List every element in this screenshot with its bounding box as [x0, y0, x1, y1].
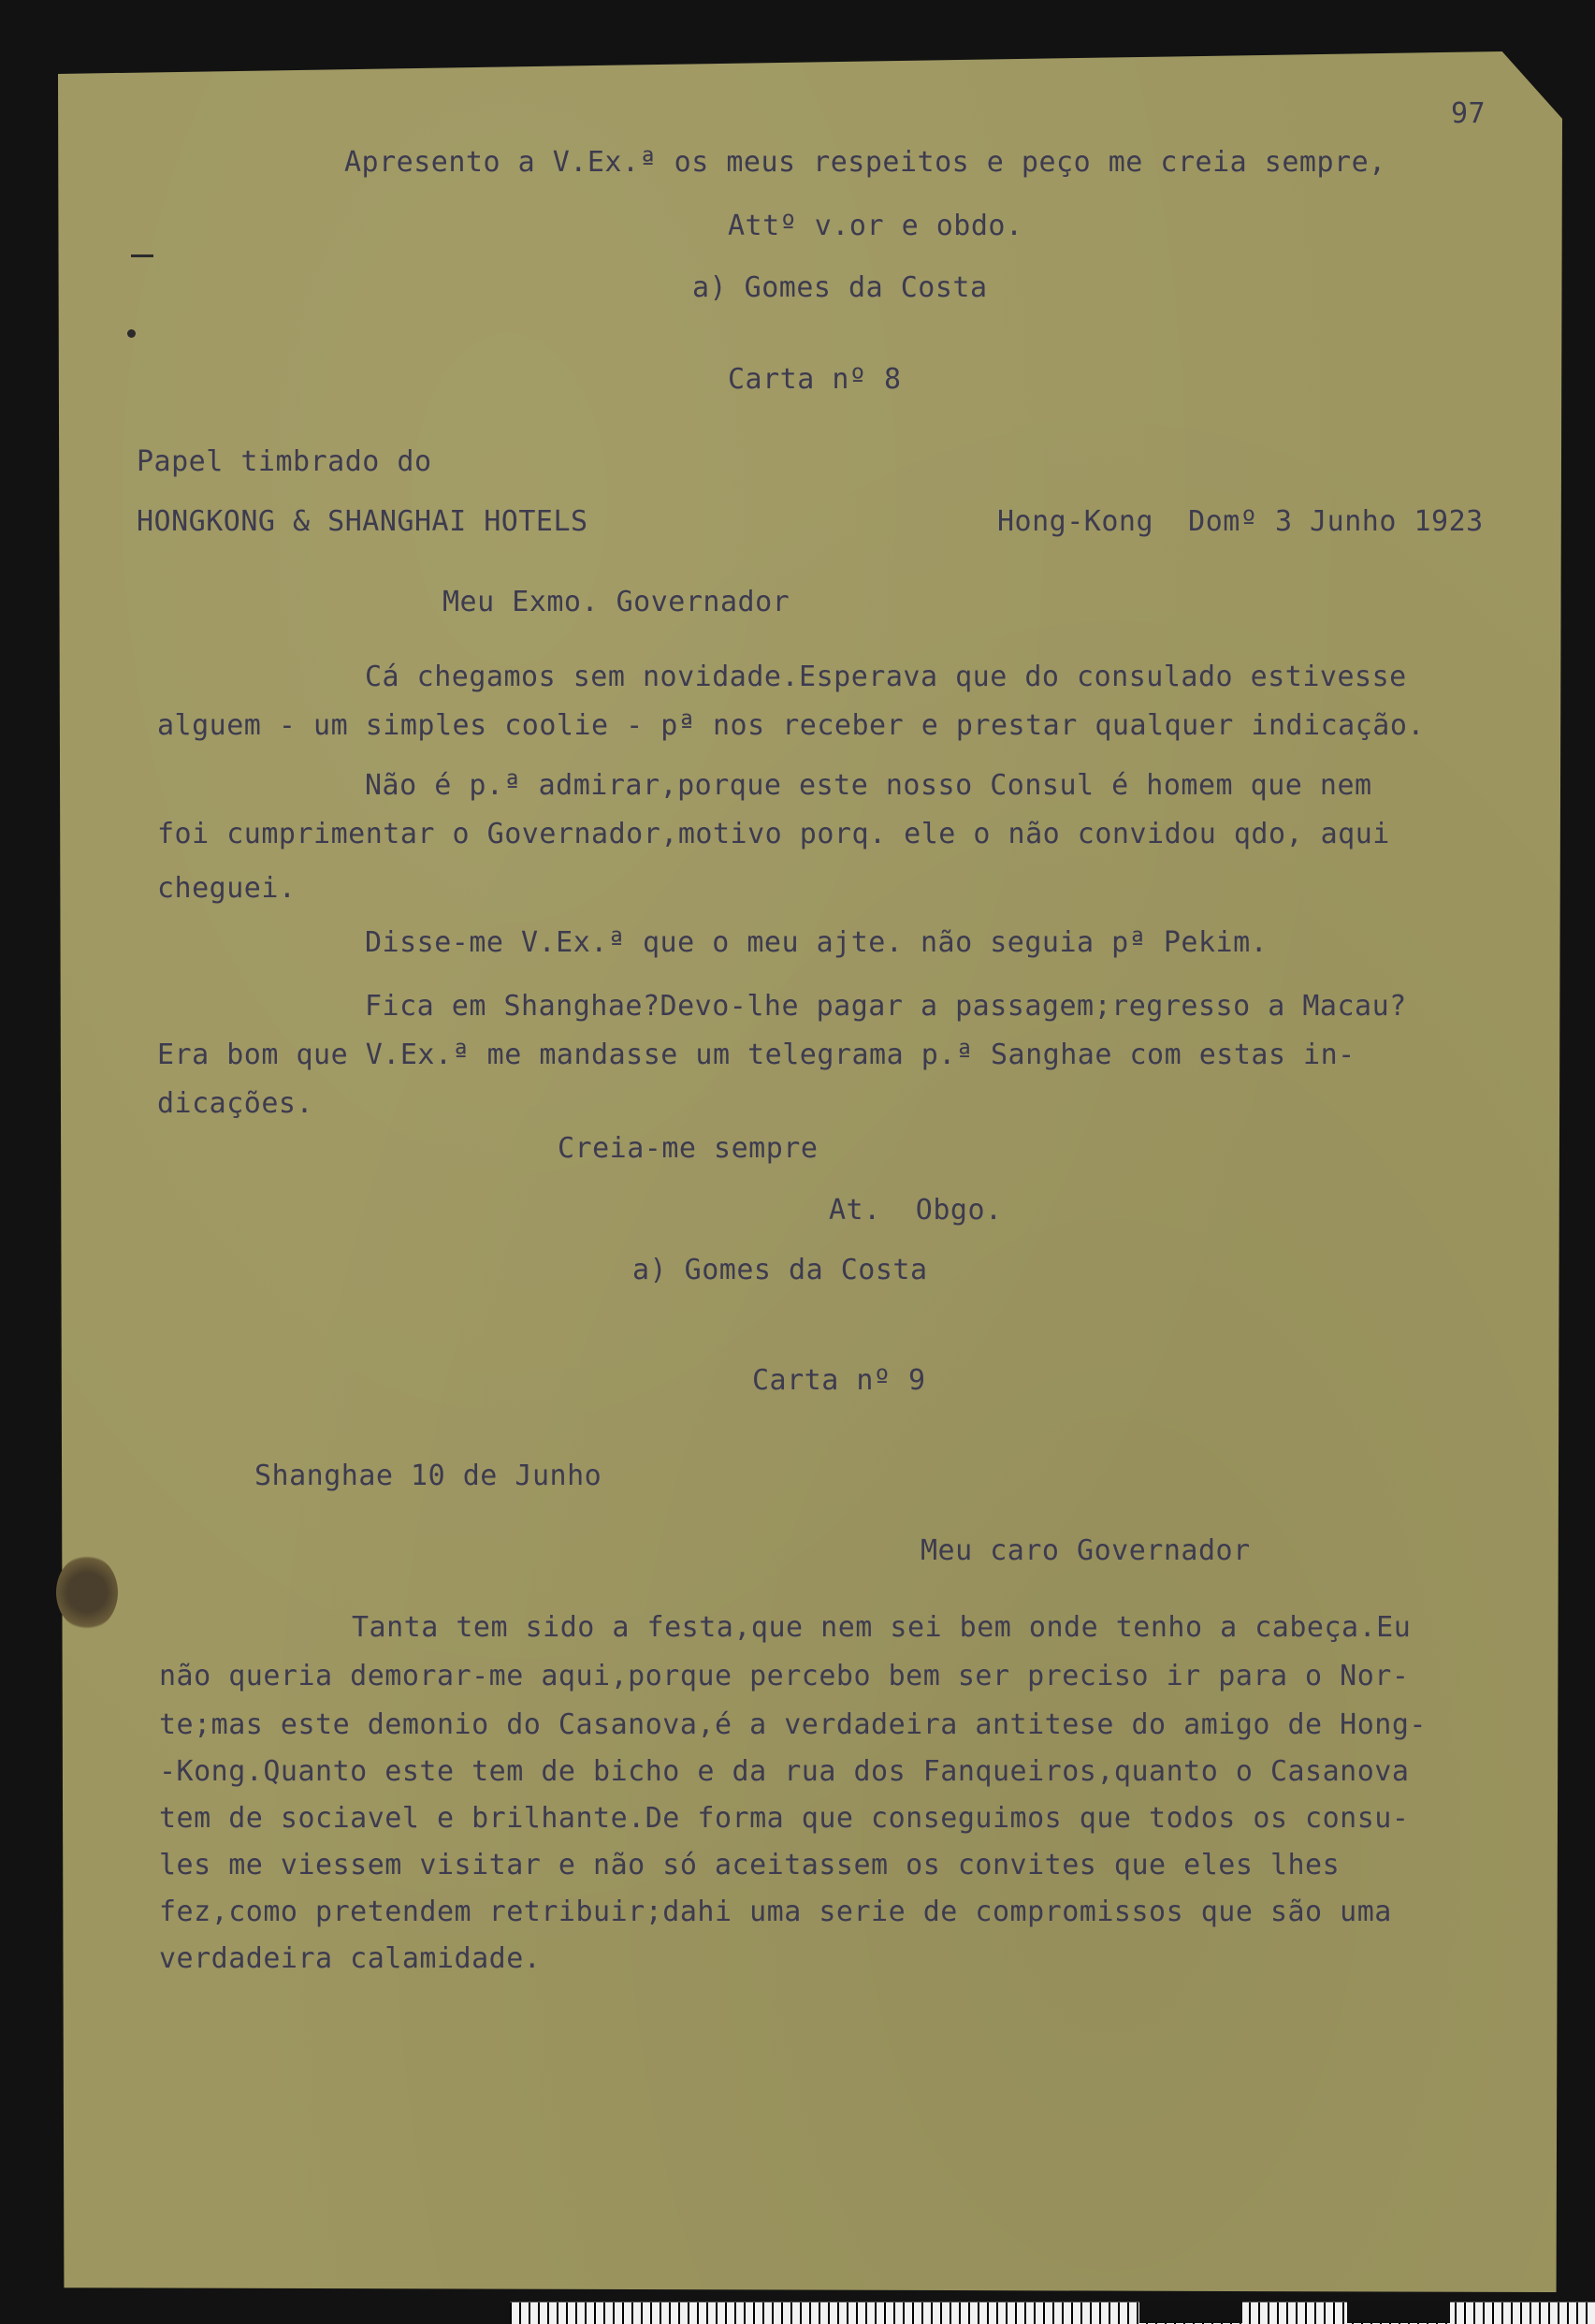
body-line: Disse-me V.Ex.ª que o meu ajte. não seguia pª Pekim. — [365, 926, 1269, 959]
body-line: foi cumprimentar o Governador,motivo porq. ele o não convidou qdo, aqui — [157, 818, 1390, 850]
salutation: Meu caro Governador — [921, 1534, 1251, 1567]
body-line: Tanta tem sido a festa,que nem sei bem onde tenho a cabeça.Eu — [352, 1611, 1412, 1644]
page-number: 97 — [1451, 97, 1486, 130]
signature: a) Gomes da Costa — [692, 271, 988, 304]
body-line: Não é p.ª admirar,porque este nosso Consul é homem que nem — [365, 769, 1372, 802]
salutation: Meu Exmo. Governador — [442, 586, 790, 618]
letterhead-name: HONGKONG & SHANGHAI HOTELS — [137, 505, 588, 538]
body-line: Era bom que V.Ex.ª me mandasse um telegrama p.ª Sanghae com estas in- — [157, 1039, 1356, 1071]
body-line: les me viessem visitar e não só aceitassem os convites que eles lhes — [159, 1849, 1341, 1881]
body-line: cheguei. — [157, 872, 297, 905]
ruler-segment — [1347, 2302, 1450, 2323]
letter-heading: Carta nº 9 — [752, 1364, 926, 1397]
letter-heading: Carta nº 8 — [728, 363, 902, 396]
signature: a) Gomes da Costa — [632, 1254, 928, 1286]
place-date: Shanghae 10 de Junho — [254, 1460, 602, 1492]
body-line: dicações. — [157, 1087, 314, 1120]
body-line: fez,como pretendem retribuir;dahi uma serie de compromissos que são uma — [159, 1896, 1392, 1928]
body-line: te;mas este demonio do Casanova,é a verdadeira antitese do amigo de Hong- — [159, 1708, 1427, 1741]
closing-formula: Attº v.or e obdo. — [728, 210, 1023, 242]
body-line: alguem - um simples coolie - pª nos receber e prestar qualquer indicação. — [157, 709, 1425, 742]
closing-formula: At. Obgo. — [829, 1194, 1003, 1227]
place-date: Hong-Kong Domº 3 Junho 1923 — [997, 505, 1484, 538]
letterhead-line: Papel timbrado do — [137, 445, 432, 478]
body-line: não queria demorar-me aqui,porque percebo bem ser preciso ir para o Nor- — [159, 1660, 1410, 1692]
closing-line: Creia-me sempre — [558, 1132, 819, 1165]
body-line: Cá chegamos sem novidade.Esperava que do consulado estivesse — [365, 661, 1407, 693]
ink-stain — [56, 1555, 118, 1630]
margin-mark — [131, 254, 153, 257]
closing-line: Apresento a V.Ex.ª os meus respeitos e peço me creia sempre, — [344, 146, 1386, 179]
ruler-segment — [1139, 2302, 1242, 2323]
margin-dot — [127, 329, 136, 338]
body-line: -Kong.Quanto este tem de bicho e da rua dos Fanqueiros,quanto o Casanova — [159, 1755, 1410, 1788]
body-line: tem de sociavel e brilhante.De forma que conseguimos que todos os consu- — [159, 1802, 1410, 1835]
body-line: Fica em Shanghae?Devo-lhe pagar a passagem;regresso a Macau? — [365, 990, 1407, 1023]
body-line: verdadeira calamidade. — [159, 1942, 542, 1975]
